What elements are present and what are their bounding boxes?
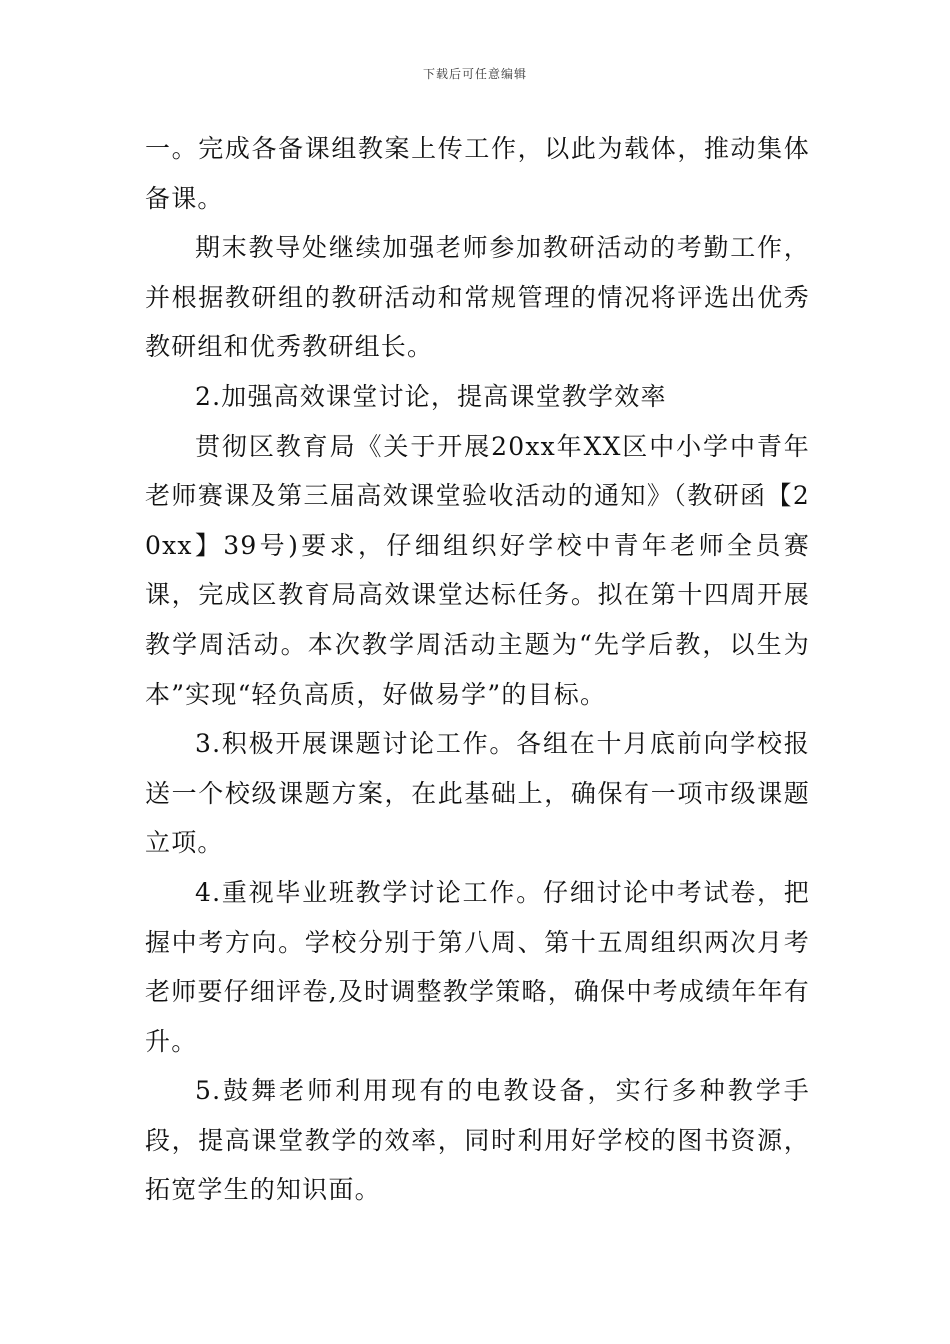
paragraph-4: 贯彻区教育局《关于开展20xx年XX区中小学中青年老师赛课及第三届高效课堂验收活动的通知》（教研函【20xx】39号)要求，仔细组织好学校中青年老师全员赛课，完成区教育局高效课堂达标任务。拟在第十四周开展教学周活动。本次教学周活动主题为“先学后教，以生为本”实现“轻负高质，好做易学”的目标。	[145, 431, 810, 709]
header-note: 下载后可任意编辑	[422, 67, 527, 81]
paragraph-7: 5.鼓舞老师利用现有的电教设备，实行多种教学手段，提高课堂教学的效率，同时利用好学校的图书资源，拓宽学生的知识面。	[145, 1076, 810, 1205]
paragraph-5: 3.积极开展课题讨论工作。各组在十月底前向学校报送一个校级课题方案，在此基础上，确保有一项市级课题立项。	[145, 729, 810, 858]
paragraph-2: 期末教导处继续加强老师参加教研活动的考勤工作，并根据教研组的教研活动和常规管理的情况将评选出优秀教研组和优秀教研组长。	[145, 233, 810, 362]
paragraph-3: 2.加强高效课堂讨论，提高课堂教学效率	[195, 381, 667, 411]
paragraph-1: 一。完成各备课组教案上传工作，以此为载体，推动集体备课。	[145, 134, 810, 213]
document-body	[145, 124, 810, 1215]
paragraph-6: 4.重视毕业班教学讨论工作。仔细讨论中考试卷，把握中考方向。学校分别于第八周、第十五周组织两次月考老师要仔细评卷,及时调整教学策略，确保中考成绩年年有升。	[145, 877, 810, 1056]
